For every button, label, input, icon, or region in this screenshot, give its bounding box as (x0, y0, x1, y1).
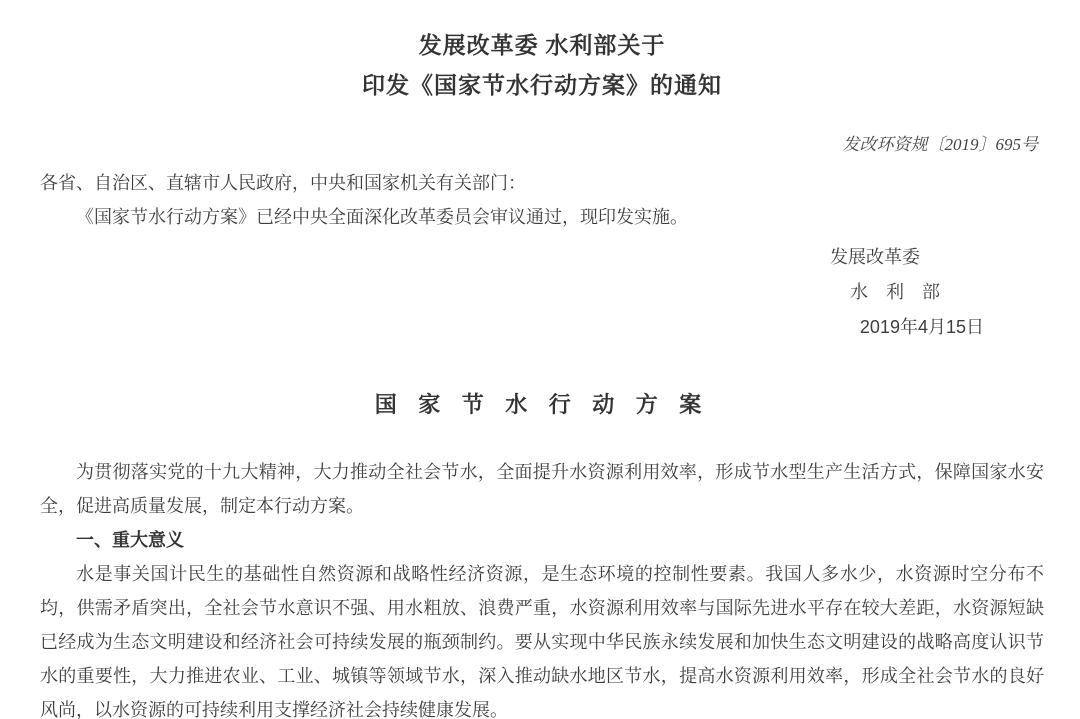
section-1-body: 水是事关国计民生的基础性自然资源和战略性经济资源，是生态环境的控制性要素。我国人多水少，水资源时空分布不均，供需矛盾突出，全社会节水意识不强、用水粗放、浪费严重，水资源利用效率与国际先进水平存在较大差距，水资源短缺已经成为生态文明建设和经济社会可持续发展的瓶颈制约。要从实现中华民族永续发展和加快生态文明建设的战略高度认识节水的重要性，大力推进农业、工业、城镇等领域节水，深入推动缺水地区节水，提高水资源利用效率，形成全社会节水的良好风尚，以水资源的可持续利用支撑经济社会持续健康发展。 (40, 564, 1044, 719)
section-1-heading: 一、重大意义 (76, 530, 184, 550)
signature-org-mwr: 水 利 部 (850, 282, 940, 302)
signature-date: 2019年4月15日 (859, 317, 984, 337)
document-number: 发改环资规〔2019〕695号 (842, 135, 1038, 154)
notice-title-line2: 印发《国家节水行动方案》的通知 (362, 73, 722, 98)
signature-block (40, 240, 1044, 345)
plan-intro-paragraph: 为贯彻落实党的十九大精神，大力推动全社会节水，全面提升水资源利用效率，形成节水型生产生活方式，保障国家水安全，促进高质量发展，制定本行动方案。 (40, 462, 1044, 516)
notice-title (40, 26, 1044, 106)
plan-title: 国 家 节 水 行 动 方 案 (374, 392, 710, 417)
addressee-line: 各省、自治区、直辖市人民政府，中央和国家机关有关部门： (40, 173, 526, 193)
signature-org-ndrc: 发展改革委 (830, 247, 920, 267)
notice-body-paragraph: 《国家节水行动方案》已经中央全面深化改革委员会审议通过，现印发实施。 (76, 207, 688, 227)
notice-title-line1: 发展改革委 水利部关于 (418, 33, 666, 58)
